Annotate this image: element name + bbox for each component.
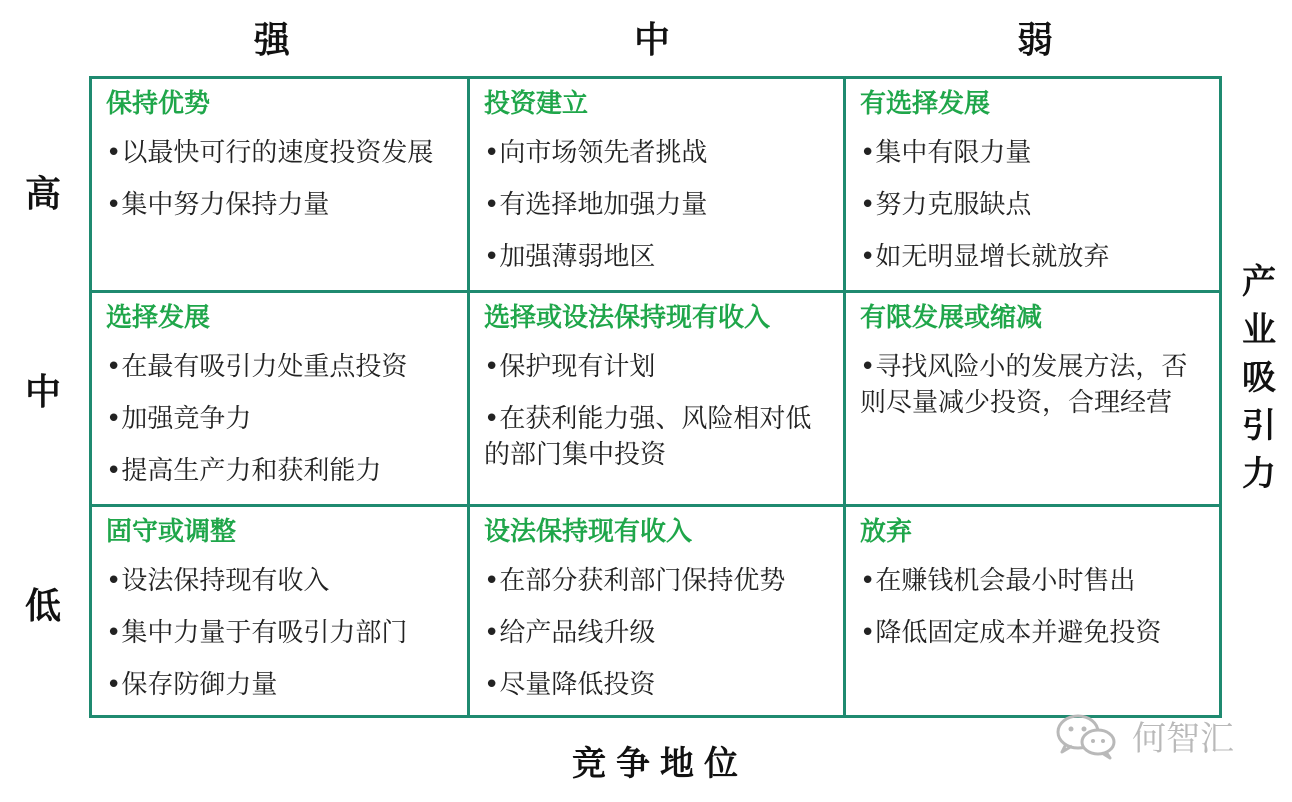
industry-attractiveness-label	[1238, 258, 1280, 498]
list-item: •如无明显增长就放弃	[860, 242, 1110, 272]
list-item: •以最快可行的速度投资发展	[106, 138, 434, 168]
list-item: •在获利能力强、风险相对低的部门集中投资	[484, 404, 812, 470]
list-item: •尽量降低投资	[484, 670, 656, 700]
list-item: •提高生产力和获利能力	[106, 456, 382, 486]
list-item: •降低固定成本并避免投资	[860, 618, 1162, 648]
cell-title: 放弃	[860, 517, 913, 547]
column-header-weak: 弱	[1016, 20, 1053, 61]
cell-high-weak	[846, 79, 1219, 293]
list-item: •设法保持现有收入	[106, 566, 330, 596]
list-item: •在部分获利部门保持优势	[484, 566, 786, 596]
cell-title: 有限发展或缩减	[860, 303, 1043, 333]
cell-low-strong	[92, 507, 470, 715]
row-header-low: 低	[24, 586, 61, 627]
cell-title: 投资建立	[484, 89, 589, 119]
cell-title: 有选择发展	[860, 89, 991, 119]
list-item: •努力克服缺点	[860, 190, 1032, 220]
row-header-medium: 中	[24, 372, 61, 413]
list-item: •保护现有计划	[484, 352, 656, 382]
vertical-label-char: 力	[1242, 454, 1276, 494]
cell-title: 保持优势	[106, 89, 211, 119]
cell-medium-weak	[846, 293, 1219, 507]
list-item: •加强竞争力	[106, 404, 252, 434]
cell-title: 选择发展	[106, 303, 211, 333]
vertical-label-char: 引	[1242, 406, 1276, 446]
watermark-text: 何智汇	[1132, 718, 1234, 759]
column-header-medium: 中	[633, 20, 670, 61]
column-header-strong: 强	[253, 20, 290, 61]
cell-low-weak	[846, 507, 1219, 715]
watermark	[1050, 710, 1234, 760]
list-item: •集中有限力量	[860, 138, 1032, 168]
list-item: •寻找风险小的发展方法，否则尽量减少投资，合理经营	[860, 352, 1188, 418]
strategy-matrix	[89, 76, 1222, 718]
cell-medium-medium	[470, 293, 846, 507]
list-item: •在最有吸引力处重点投资	[106, 352, 408, 382]
list-item: •加强薄弱地区	[484, 242, 656, 272]
cell-high-strong	[92, 79, 470, 293]
cell-title: 设法保持现有收入	[484, 517, 693, 547]
wechat-icon	[1050, 710, 1122, 760]
vertical-label-char: 产	[1242, 262, 1276, 302]
list-item: •保存防御力量	[106, 670, 278, 700]
cell-medium-strong	[92, 293, 470, 507]
competitive-position-label: 竞争地位	[572, 744, 748, 784]
list-item: •给产品线升级	[484, 618, 656, 648]
cell-low-medium	[470, 507, 846, 715]
cell-high-medium	[470, 79, 846, 293]
cell-title: 选择或设法保持现有收入	[484, 303, 771, 333]
list-item: •集中努力保持力量	[106, 190, 330, 220]
list-item: •集中力量于有吸引力部门	[106, 618, 408, 648]
list-item: •向市场领先者挑战	[484, 138, 708, 168]
vertical-label-char: 吸	[1242, 358, 1276, 398]
vertical-label-char: 业	[1242, 310, 1276, 350]
cell-title: 固守或调整	[106, 517, 237, 547]
row-header-high: 高	[24, 174, 61, 215]
list-item: •有选择地加强力量	[484, 190, 708, 220]
list-item: •在赚钱机会最小时售出	[860, 566, 1136, 596]
